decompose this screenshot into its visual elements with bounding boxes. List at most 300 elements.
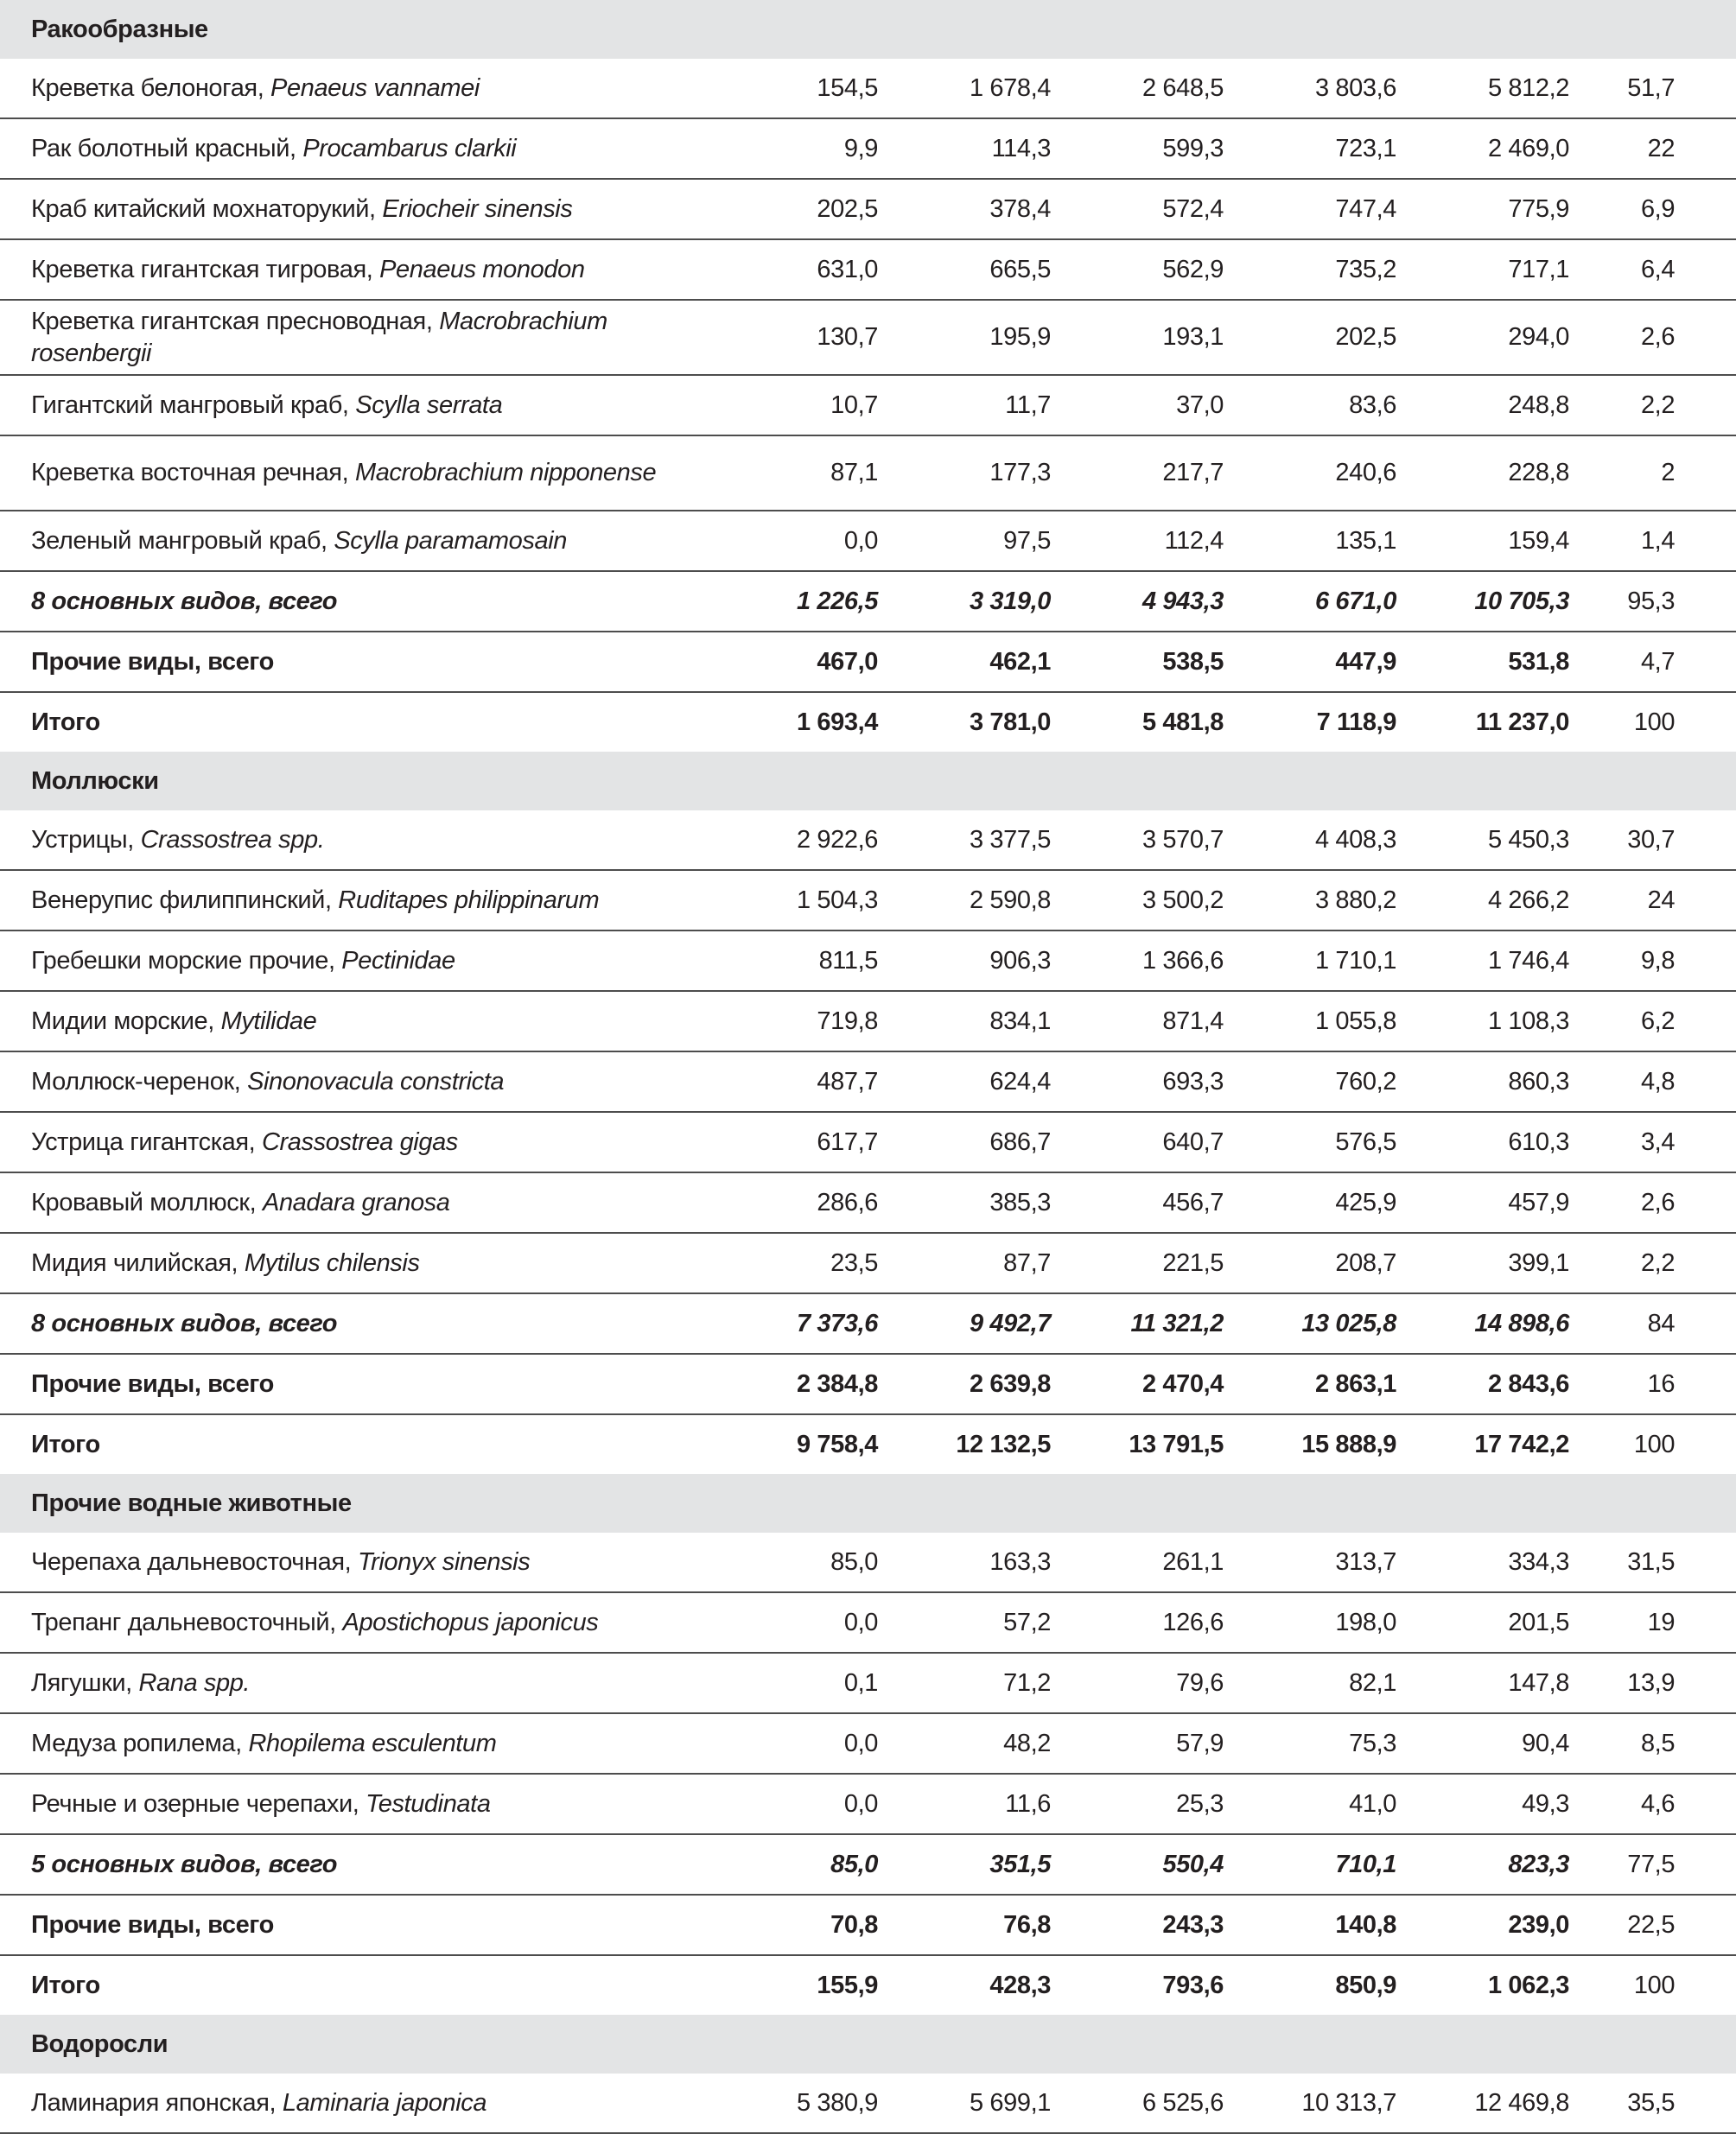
value-cell: 399,1 (1396, 1233, 1569, 1293)
value-cell: 2 648,5 (1051, 59, 1224, 118)
share-percent-cell: 6,2 (1569, 991, 1736, 1051)
value-cell: 41,0 (1224, 1774, 1396, 1834)
species-name-cell (0, 511, 705, 571)
species-common-name: Черепаха дальневосточная, (31, 1547, 358, 1576)
value-cell: 599,3 (1051, 118, 1224, 179)
species-row (0, 810, 1736, 870)
main-species-subtotal-row (0, 571, 1736, 632)
main-species-subtotal-row-label: 5 основных видов, всего (0, 1834, 705, 1895)
species-latin-name: Pectinidae (341, 946, 455, 975)
value-cell: 457,9 (1396, 1172, 1569, 1233)
value-cell: 4 408,3 (1224, 810, 1396, 870)
value-cell: 572,4 (1051, 179, 1224, 239)
value-cell: 2 469,0 (1396, 118, 1569, 179)
species-latin-name: Apostichopus japonicus (342, 1608, 599, 1636)
species-latin-name: Scylla serrata (355, 391, 503, 419)
species-name-cell (0, 1713, 705, 1774)
value-cell: 378,4 (878, 179, 1051, 239)
value-cell: 665,5 (878, 239, 1051, 300)
share-percent-cell: 22 (1569, 118, 1736, 179)
species-latin-name: Rhopilema esculentum (248, 1729, 497, 1757)
value-cell: 624,4 (878, 1051, 1051, 1112)
value-cell: 11,6 (878, 1774, 1051, 1834)
value-cell: 10 313,7 (1224, 2074, 1396, 2133)
species-name-cell (0, 2074, 705, 2133)
value-cell: 5 481,8 (1142, 708, 1224, 736)
species-latin-name: Macrobrachium rosenbergii (31, 307, 607, 367)
value-cell: 2 843,6 (1396, 1354, 1569, 1414)
species-row (0, 930, 1736, 991)
value-cell: 860,3 (1396, 1051, 1569, 1112)
value-cell: 1 693,4 (797, 708, 878, 736)
value-cell: 37,0 (1051, 375, 1224, 435)
value-cell: 12 469,8 (1396, 2074, 1569, 2133)
value-cell: 87,7 (878, 1233, 1051, 1293)
share-percent-cell: 2 (1569, 435, 1736, 511)
value-cell: 576,5 (1224, 1112, 1396, 1172)
species-row (0, 118, 1736, 179)
section-total-row-label: Итого (31, 708, 100, 736)
species-latin-name: Crassostrea spp. (140, 825, 325, 854)
species-latin-name: Trionyx sinensis (357, 1547, 531, 1576)
value-cell: 75,3 (1224, 1713, 1396, 1774)
species-common-name: Мидия чилийская, (31, 1248, 245, 1277)
section-title: Моллюски (0, 752, 1736, 810)
value-cell: 6 671,0 (1224, 571, 1396, 632)
share-percent-cell: 2,6 (1569, 1172, 1736, 1233)
value-cell: 6 525,6 (1051, 2074, 1224, 2133)
species-latin-name: Penaeus monodon (379, 255, 585, 283)
value-cell: 2 863,1 (1224, 1354, 1396, 1414)
value-cell: 850,9 (1335, 1971, 1396, 1999)
value-cell: 195,9 (878, 300, 1051, 375)
species-common-name: Креветка гигантская пресноводная, (31, 307, 440, 335)
section-title: Водоросли (0, 2015, 1736, 2074)
value-cell: 2 384,8 (705, 1354, 878, 1414)
value-cell: 243,3 (1051, 1895, 1224, 1955)
value-cell: 2 470,4 (1051, 1354, 1224, 1414)
value-cell: 906,3 (878, 930, 1051, 991)
species-common-name: Рак болотный красный, (31, 134, 303, 162)
value-cell: 140,8 (1224, 1895, 1396, 1955)
value-cell: 735,2 (1224, 239, 1396, 300)
species-row (0, 1774, 1736, 1834)
value-cell: 823,3 (1396, 1834, 1569, 1895)
species-name-cell (0, 59, 705, 118)
species-row (0, 1592, 1736, 1653)
species-row (0, 239, 1736, 300)
species-row (0, 870, 1736, 930)
species-latin-name: Macrobrachium nipponense (354, 459, 657, 486)
value-cell: 114,3 (878, 118, 1051, 179)
species-common-name: Лягушки, (31, 1668, 139, 1697)
species-latin-name: Crassostrea gigas (261, 1127, 458, 1156)
species-name-cell (0, 179, 705, 239)
value-cell: 294,0 (1396, 300, 1569, 375)
value-cell: 4 943,3 (1051, 571, 1224, 632)
species-latin-name: Mytilus chilensis (244, 1248, 420, 1277)
species-latin-name: Mytilidae (220, 1007, 317, 1035)
species-common-name: Креветка восточная речная, (31, 459, 355, 486)
value-cell: 1 108,3 (1396, 991, 1569, 1051)
value-cell: 208,7 (1224, 1233, 1396, 1293)
value-cell: 23,5 (705, 1233, 878, 1293)
share-percent-cell: 30,7 (1569, 810, 1736, 870)
main-species-subtotal-row (0, 1834, 1736, 1895)
species-row (0, 1112, 1736, 1172)
species-row (0, 59, 1736, 118)
species-common-name: Устрица гигантская, (31, 1127, 262, 1156)
value-cell: 11,7 (878, 375, 1051, 435)
value-cell: 70,8 (705, 1895, 878, 1955)
value-cell: 202,5 (705, 179, 878, 239)
share-percent-cell: 4,6 (1569, 1774, 1736, 1834)
value-cell: 0,0 (705, 1592, 878, 1653)
value-cell: 79,6 (1051, 1653, 1224, 1713)
value-cell: 0,1 (705, 1653, 878, 1713)
value-cell: 2 922,6 (705, 810, 878, 870)
value-cell: 3 781,0 (970, 708, 1051, 736)
species-common-name: Гигантский мангровый краб, (31, 391, 356, 419)
species-common-name: Креветка белоногая, (31, 73, 271, 102)
main-species-subtotal-row (0, 1293, 1736, 1354)
value-cell: 425,9 (1224, 1172, 1396, 1233)
value-cell: 1 055,8 (1224, 991, 1396, 1051)
value-cell: 83,6 (1224, 375, 1396, 435)
value-cell: 1 366,6 (1051, 930, 1224, 991)
species-name-cell (0, 1233, 705, 1293)
share-percent-cell: 100 (1633, 1430, 1676, 1458)
value-cell: 135,1 (1224, 511, 1396, 571)
value-cell: 13 025,8 (1224, 1293, 1396, 1354)
value-cell: 48,2 (878, 1713, 1051, 1774)
species-name-cell (0, 1774, 705, 1834)
value-cell: 775,9 (1396, 179, 1569, 239)
value-cell: 1 746,4 (1396, 930, 1569, 991)
section-total-row-label: Итого (31, 1430, 100, 1458)
value-cell: 5 450,3 (1396, 810, 1569, 870)
value-cell: 57,9 (1051, 1713, 1224, 1774)
value-cell: 4 266,2 (1396, 870, 1569, 930)
species-name-cell (0, 375, 705, 435)
species-common-name: Ламинария японская, (31, 2088, 283, 2117)
value-cell: 286,6 (705, 1172, 878, 1233)
value-cell: 112,4 (1051, 511, 1224, 571)
section-title: Прочие водные животные (0, 1474, 1736, 1533)
section-header-row (0, 752, 1736, 810)
species-latin-name: Ruditapes philippinarum (338, 886, 600, 914)
species-common-name: Речные и озерные черепахи, (31, 1789, 366, 1818)
value-cell: 610,3 (1396, 1112, 1569, 1172)
value-cell: 57,2 (878, 1592, 1051, 1653)
share-percent-cell: 16 (1569, 1354, 1736, 1414)
share-percent-cell: 24 (1569, 870, 1736, 930)
value-cell: 147,8 (1396, 1653, 1569, 1713)
section-title: Ракообразные (0, 0, 1736, 59)
share-percent-cell: 100 (1633, 708, 1676, 736)
species-row (0, 1233, 1736, 1293)
species-row (0, 1533, 1736, 1592)
species-latin-name: Anadara granosa (263, 1188, 450, 1216)
species-row (0, 991, 1736, 1051)
value-cell: 1 226,5 (705, 571, 878, 632)
value-cell: 202,5 (1224, 300, 1396, 375)
species-name-cell (0, 991, 705, 1051)
value-cell: 49,3 (1396, 1774, 1569, 1834)
value-cell: 130,7 (705, 300, 878, 375)
value-cell: 617,7 (705, 1112, 878, 1172)
value-cell: 5 699,1 (878, 2074, 1051, 2133)
value-cell: 228,8 (1396, 435, 1569, 511)
value-cell: 747,4 (1224, 179, 1396, 239)
species-row (0, 1051, 1736, 1112)
share-percent-cell: 51,7 (1569, 59, 1736, 118)
value-cell: 155,9 (817, 1971, 878, 1999)
species-common-name: Венерупис филиппинский, (31, 886, 339, 914)
other-species-row (0, 632, 1736, 692)
species-row (0, 300, 1736, 375)
value-cell: 1 710,1 (1224, 930, 1396, 991)
species-row (0, 1713, 1736, 1774)
value-cell: 2 639,8 (878, 1354, 1051, 1414)
value-cell: 1 062,3 (1488, 1971, 1569, 1999)
value-cell: 71,2 (878, 1653, 1051, 1713)
value-cell: 3 570,7 (1051, 810, 1224, 870)
value-cell: 193,1 (1051, 300, 1224, 375)
value-cell: 447,9 (1224, 632, 1396, 692)
share-percent-cell: 19 (1569, 1592, 1736, 1653)
species-name-cell (0, 870, 705, 930)
species-common-name: Кровавый моллюск, (31, 1188, 263, 1216)
value-cell: 3 377,5 (878, 810, 1051, 870)
value-cell: 90,4 (1396, 1713, 1569, 1774)
share-percent-cell: 2,6 (1569, 300, 1736, 375)
value-cell: 7 118,9 (1316, 708, 1396, 736)
share-percent-cell: 2,2 (1569, 375, 1736, 435)
value-cell: 25,3 (1051, 1774, 1224, 1834)
section-total-row (0, 692, 1736, 752)
value-cell: 693,3 (1051, 1051, 1224, 1112)
value-cell: 538,5 (1051, 632, 1224, 692)
value-cell: 5 380,9 (705, 2074, 878, 2133)
share-percent-cell: 100 (1633, 1971, 1676, 1999)
species-row (0, 511, 1736, 571)
species-row (0, 1653, 1736, 1713)
species-name-cell (0, 1112, 705, 1172)
species-name-cell (0, 239, 705, 300)
value-cell: 0,0 (705, 1713, 878, 1774)
value-cell: 793,6 (1162, 1971, 1224, 1999)
value-cell: 640,7 (1051, 1112, 1224, 1172)
value-cell: 82,1 (1224, 1653, 1396, 1713)
value-cell: 3 319,0 (878, 571, 1051, 632)
species-common-name: Медуза ропилема, (31, 1729, 249, 1757)
species-name-cell (0, 1051, 705, 1112)
value-cell: 3 500,2 (1051, 870, 1224, 930)
species-common-name: Мидии морские, (31, 1007, 221, 1035)
species-common-name: Зеленый мангровый краб, (31, 526, 334, 555)
other-species-row-label: Прочие виды, всего (0, 632, 705, 692)
other-species-row-label: Прочие виды, всего (0, 1895, 705, 1955)
species-name-cell (0, 435, 705, 511)
species-name-cell (0, 1592, 705, 1653)
species-name-cell (0, 810, 705, 870)
value-cell: 487,7 (705, 1051, 878, 1112)
value-cell: 10,7 (705, 375, 878, 435)
value-cell: 87,1 (705, 435, 878, 511)
species-row (0, 1172, 1736, 1233)
species-name-cell (0, 1172, 705, 1233)
species-name-cell (0, 930, 705, 991)
main-species-subtotal-row-label: 8 основных видов, всего (0, 1293, 705, 1354)
species-latin-name: Testudinata (366, 1789, 491, 1818)
value-cell: 550,4 (1051, 1834, 1224, 1895)
species-common-name: Устрицы, (31, 825, 141, 854)
value-cell: 456,7 (1051, 1172, 1224, 1233)
value-cell: 3 880,2 (1224, 870, 1396, 930)
value-cell: 9 492,7 (878, 1293, 1051, 1354)
value-cell: 261,1 (1051, 1533, 1224, 1592)
value-cell: 1 504,3 (705, 870, 878, 930)
value-cell: 351,5 (878, 1834, 1051, 1895)
species-row (0, 179, 1736, 239)
value-cell: 0,0 (705, 1774, 878, 1834)
value-cell: 811,5 (705, 930, 878, 991)
value-cell: 201,5 (1396, 1592, 1569, 1653)
share-percent-cell: 22,5 (1569, 1895, 1736, 1955)
value-cell: 313,7 (1224, 1533, 1396, 1592)
share-percent-cell: 4,8 (1569, 1051, 1736, 1112)
section-total-row-label: Итого (31, 1971, 100, 1999)
species-latin-name: Sinonovacula constricta (247, 1067, 505, 1096)
species-name-cell (0, 118, 705, 179)
value-cell: 126,6 (1051, 1592, 1224, 1653)
share-percent-cell: 35,5 (1569, 2074, 1736, 2133)
species-common-name: Моллюск-черенок, (31, 1067, 248, 1096)
share-percent-cell: 9,8 (1569, 930, 1736, 991)
value-cell: 13 791,5 (1129, 1430, 1224, 1458)
other-species-row (0, 1895, 1736, 1955)
species-name-cell (0, 300, 705, 375)
species-common-name: Краб китайский мохнаторукий, (31, 194, 383, 223)
share-percent-cell: 84 (1569, 1293, 1736, 1354)
species-latin-name: Scylla paramamosain (334, 526, 567, 555)
value-cell: 5 812,2 (1396, 59, 1569, 118)
share-percent-cell: 31,5 (1569, 1533, 1736, 1592)
value-cell: 717,1 (1396, 239, 1569, 300)
value-cell: 239,0 (1396, 1895, 1569, 1955)
share-percent-cell: 8,5 (1569, 1713, 1736, 1774)
value-cell: 9,9 (705, 118, 878, 179)
value-cell: 428,3 (989, 1971, 1051, 1999)
value-cell: 159,4 (1396, 511, 1569, 571)
other-species-row (0, 1354, 1736, 1414)
section-header-row (0, 0, 1736, 59)
species-row (0, 375, 1736, 435)
value-cell: 221,5 (1051, 1233, 1224, 1293)
section-total-row (0, 1414, 1736, 1474)
value-cell: 217,7 (1051, 435, 1224, 511)
share-percent-cell: 6,4 (1569, 239, 1736, 300)
section-total-row (0, 1955, 1736, 2015)
value-cell: 719,8 (705, 991, 878, 1051)
value-cell: 2 590,8 (878, 870, 1051, 930)
value-cell: 531,8 (1396, 632, 1569, 692)
species-row (0, 435, 1736, 511)
value-cell: 871,4 (1051, 991, 1224, 1051)
value-cell: 462,1 (878, 632, 1051, 692)
share-percent-cell: 4,7 (1569, 632, 1736, 692)
share-percent-cell: 13,9 (1569, 1653, 1736, 1713)
value-cell: 154,5 (705, 59, 878, 118)
species-latin-name: Rana spp. (138, 1668, 251, 1697)
share-percent-cell: 1,4 (1569, 511, 1736, 571)
value-cell: 686,7 (878, 1112, 1051, 1172)
value-cell: 15 888,9 (1301, 1430, 1396, 1458)
species-common-name: Гребешки морские прочие, (31, 946, 342, 975)
section-header-row (0, 1474, 1736, 1533)
value-cell: 85,0 (705, 1533, 878, 1592)
species-latin-name: Procambarus clarkii (302, 134, 517, 162)
share-percent-cell: 77,5 (1569, 1834, 1736, 1895)
species-row (0, 2074, 1736, 2133)
species-latin-name: Laminaria japonica (282, 2088, 487, 2117)
species-name-cell (0, 1653, 705, 1713)
section-header-row (0, 2015, 1736, 2074)
value-cell: 1 678,4 (878, 59, 1051, 118)
share-percent-cell: 2,2 (1569, 1233, 1736, 1293)
value-cell: 723,1 (1224, 118, 1396, 179)
share-percent-cell: 6,9 (1569, 179, 1736, 239)
value-cell: 198,0 (1224, 1592, 1396, 1653)
value-cell: 17 742,2 (1474, 1430, 1569, 1458)
value-cell: 12 132,5 (956, 1430, 1051, 1458)
value-cell: 834,1 (878, 991, 1051, 1051)
value-cell: 9 758,4 (797, 1430, 878, 1458)
value-cell: 710,1 (1224, 1834, 1396, 1895)
species-common-name: Креветка гигантская тигровая, (31, 255, 380, 283)
species-common-name: Трепанг дальневосточный, (31, 1608, 343, 1636)
value-cell: 11 237,0 (1475, 708, 1569, 736)
value-cell: 0,0 (705, 511, 878, 571)
share-percent-cell: 3,4 (1569, 1112, 1736, 1172)
value-cell: 240,6 (1224, 435, 1396, 511)
value-cell: 631,0 (705, 239, 878, 300)
value-cell: 14 898,6 (1396, 1293, 1569, 1354)
species-latin-name: Eriocheir sinensis (382, 194, 573, 223)
value-cell: 97,5 (878, 511, 1051, 571)
value-cell: 76,8 (878, 1895, 1051, 1955)
value-cell: 11 321,2 (1051, 1293, 1224, 1354)
species-name-cell (0, 1533, 705, 1592)
value-cell: 760,2 (1224, 1051, 1396, 1112)
value-cell: 334,3 (1396, 1533, 1569, 1592)
species-latin-name: Penaeus vannamei (270, 73, 480, 102)
share-percent-cell: 95,3 (1569, 571, 1736, 632)
other-species-row-label: Прочие виды, всего (0, 1354, 705, 1414)
value-cell: 562,9 (1051, 239, 1224, 300)
value-cell: 177,3 (878, 435, 1051, 511)
value-cell: 85,0 (705, 1834, 878, 1895)
value-cell: 163,3 (878, 1533, 1051, 1592)
value-cell: 10 705,3 (1396, 571, 1569, 632)
value-cell: 248,8 (1396, 375, 1569, 435)
value-cell: 467,0 (705, 632, 878, 692)
value-cell: 3 803,6 (1224, 59, 1396, 118)
value-cell: 385,3 (878, 1172, 1051, 1233)
main-species-subtotal-row-label: 8 основных видов, всего (0, 571, 705, 632)
value-cell: 7 373,6 (705, 1293, 878, 1354)
